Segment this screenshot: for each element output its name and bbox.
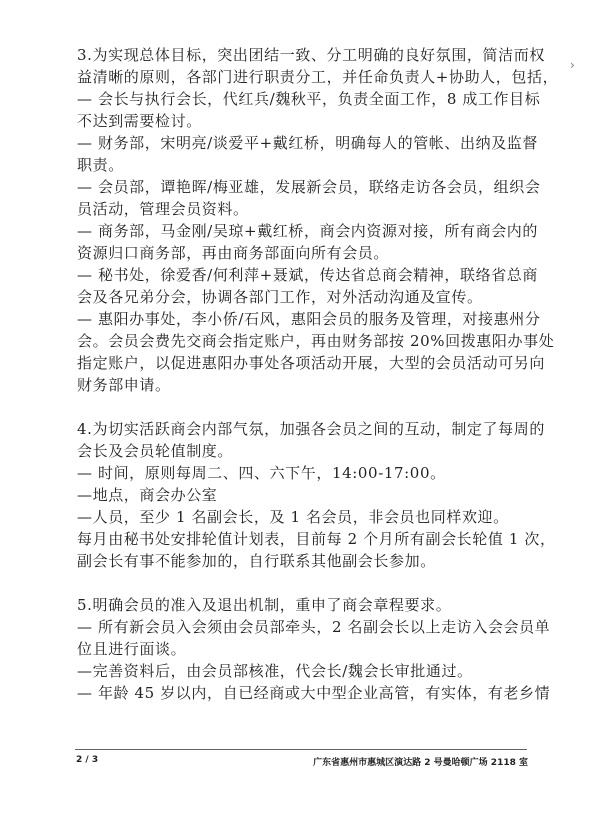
text-line: — 会员部，谭艳晖/梅亚雄，发展新会员，联络走访各会员，组织会 [77, 178, 541, 196]
text-line: 不达到需要检讨。 [77, 112, 202, 130]
text-line: 财务部申请。 [77, 376, 171, 394]
chevron-right-icon[interactable]: › [570, 58, 575, 72]
text-line: — 财务部，宋明亮/谈爱平+戴红桥，明确每人的管帐、出纳及监督 [77, 134, 538, 152]
text-line: 位且进行面谈。 [77, 640, 187, 658]
text-line: 员活动，管理会员资料。 [77, 200, 249, 218]
text-line: 会长及会员轮值制度。 [77, 442, 234, 460]
text-line: — 所有新会员入会须由会员部牵头，2 名副会长以上走访入会会员单 [77, 618, 551, 636]
text-line: 副会长有事不能参加的，自行联系其他副会长参加。 [77, 552, 436, 570]
text-line: 益清晰的原则，各部门进行职责分工，并任命负责人+协助人，包括， [77, 68, 559, 86]
text-line: —地点，商会办公室 [77, 486, 218, 504]
document-body [77, 44, 559, 704]
footer-address: 广东省惠州市惠城区演达路 2 号曼哈顿广场 2118 室 [313, 758, 528, 768]
text-line: 5.明确会员的准入及退出机制，重申了商会章程要求。 [77, 596, 452, 614]
text-line: 3.为实现总体目标，突出团结一致、分工明确的良好氛围，简洁而权 [77, 46, 545, 64]
text-line: — 会长与执行会长，代红兵/魏秋平，负责全面工作，8 成工作目标 [77, 90, 541, 108]
text-line: — 年龄 45 岁以内，自已经商或大中型企业高管，有实体，有老乡情 [77, 684, 551, 702]
paragraph-gap [77, 572, 547, 594]
text-line: — 时间，原则每周二、四、六下午，14:00-17:00。 [77, 464, 446, 482]
text-line: 会。会员会费先交商会指定账户，再由财务部按 20%回拨惠阳办事处 [77, 332, 555, 350]
text-line: —完善资料后，由会员部核准，代会长/魏会长审批通过。 [77, 662, 473, 680]
text-line: — 秘书处，徐爱香/何利萍+聂斌，传达省总商会精神，联络省总商 [77, 266, 538, 284]
text-line: — 惠阳办事处，李小侨/石风，惠阳会员的服务及管理，对接惠州分 [77, 310, 541, 328]
text-line: 资源归口商务部，再由商务部面向所有会员。 [77, 244, 390, 262]
text-line: 职责。 [77, 156, 124, 174]
text-line: 每月由秘书处安排轮值计划表，目前每 2 个月所有副会长轮值 1 次， [77, 530, 556, 548]
page-number: 2 / 3 [76, 755, 99, 765]
text-line: —人员，至少 1 名副会长，及 1 名会员，非会员也同样欢迎。 [77, 508, 509, 526]
paragraph-gap [77, 396, 547, 418]
text-line: 指定账户，以促进惠阳办事处各项活动开展，大型的会员活动可另向 [77, 354, 546, 372]
text-line: 会及各兄弟分会，协调各部门工作，对外活动沟通及宣传。 [77, 288, 483, 306]
text-line: — 商务部，马金刚/吴琼+戴红桥，商会内资源对接，所有商会内的 [77, 222, 538, 240]
text-line: 4.为切实活跃商会内部气氛，加强各会员之间的互动，制定了每周的 [77, 420, 545, 438]
footer-divider [75, 749, 527, 750]
